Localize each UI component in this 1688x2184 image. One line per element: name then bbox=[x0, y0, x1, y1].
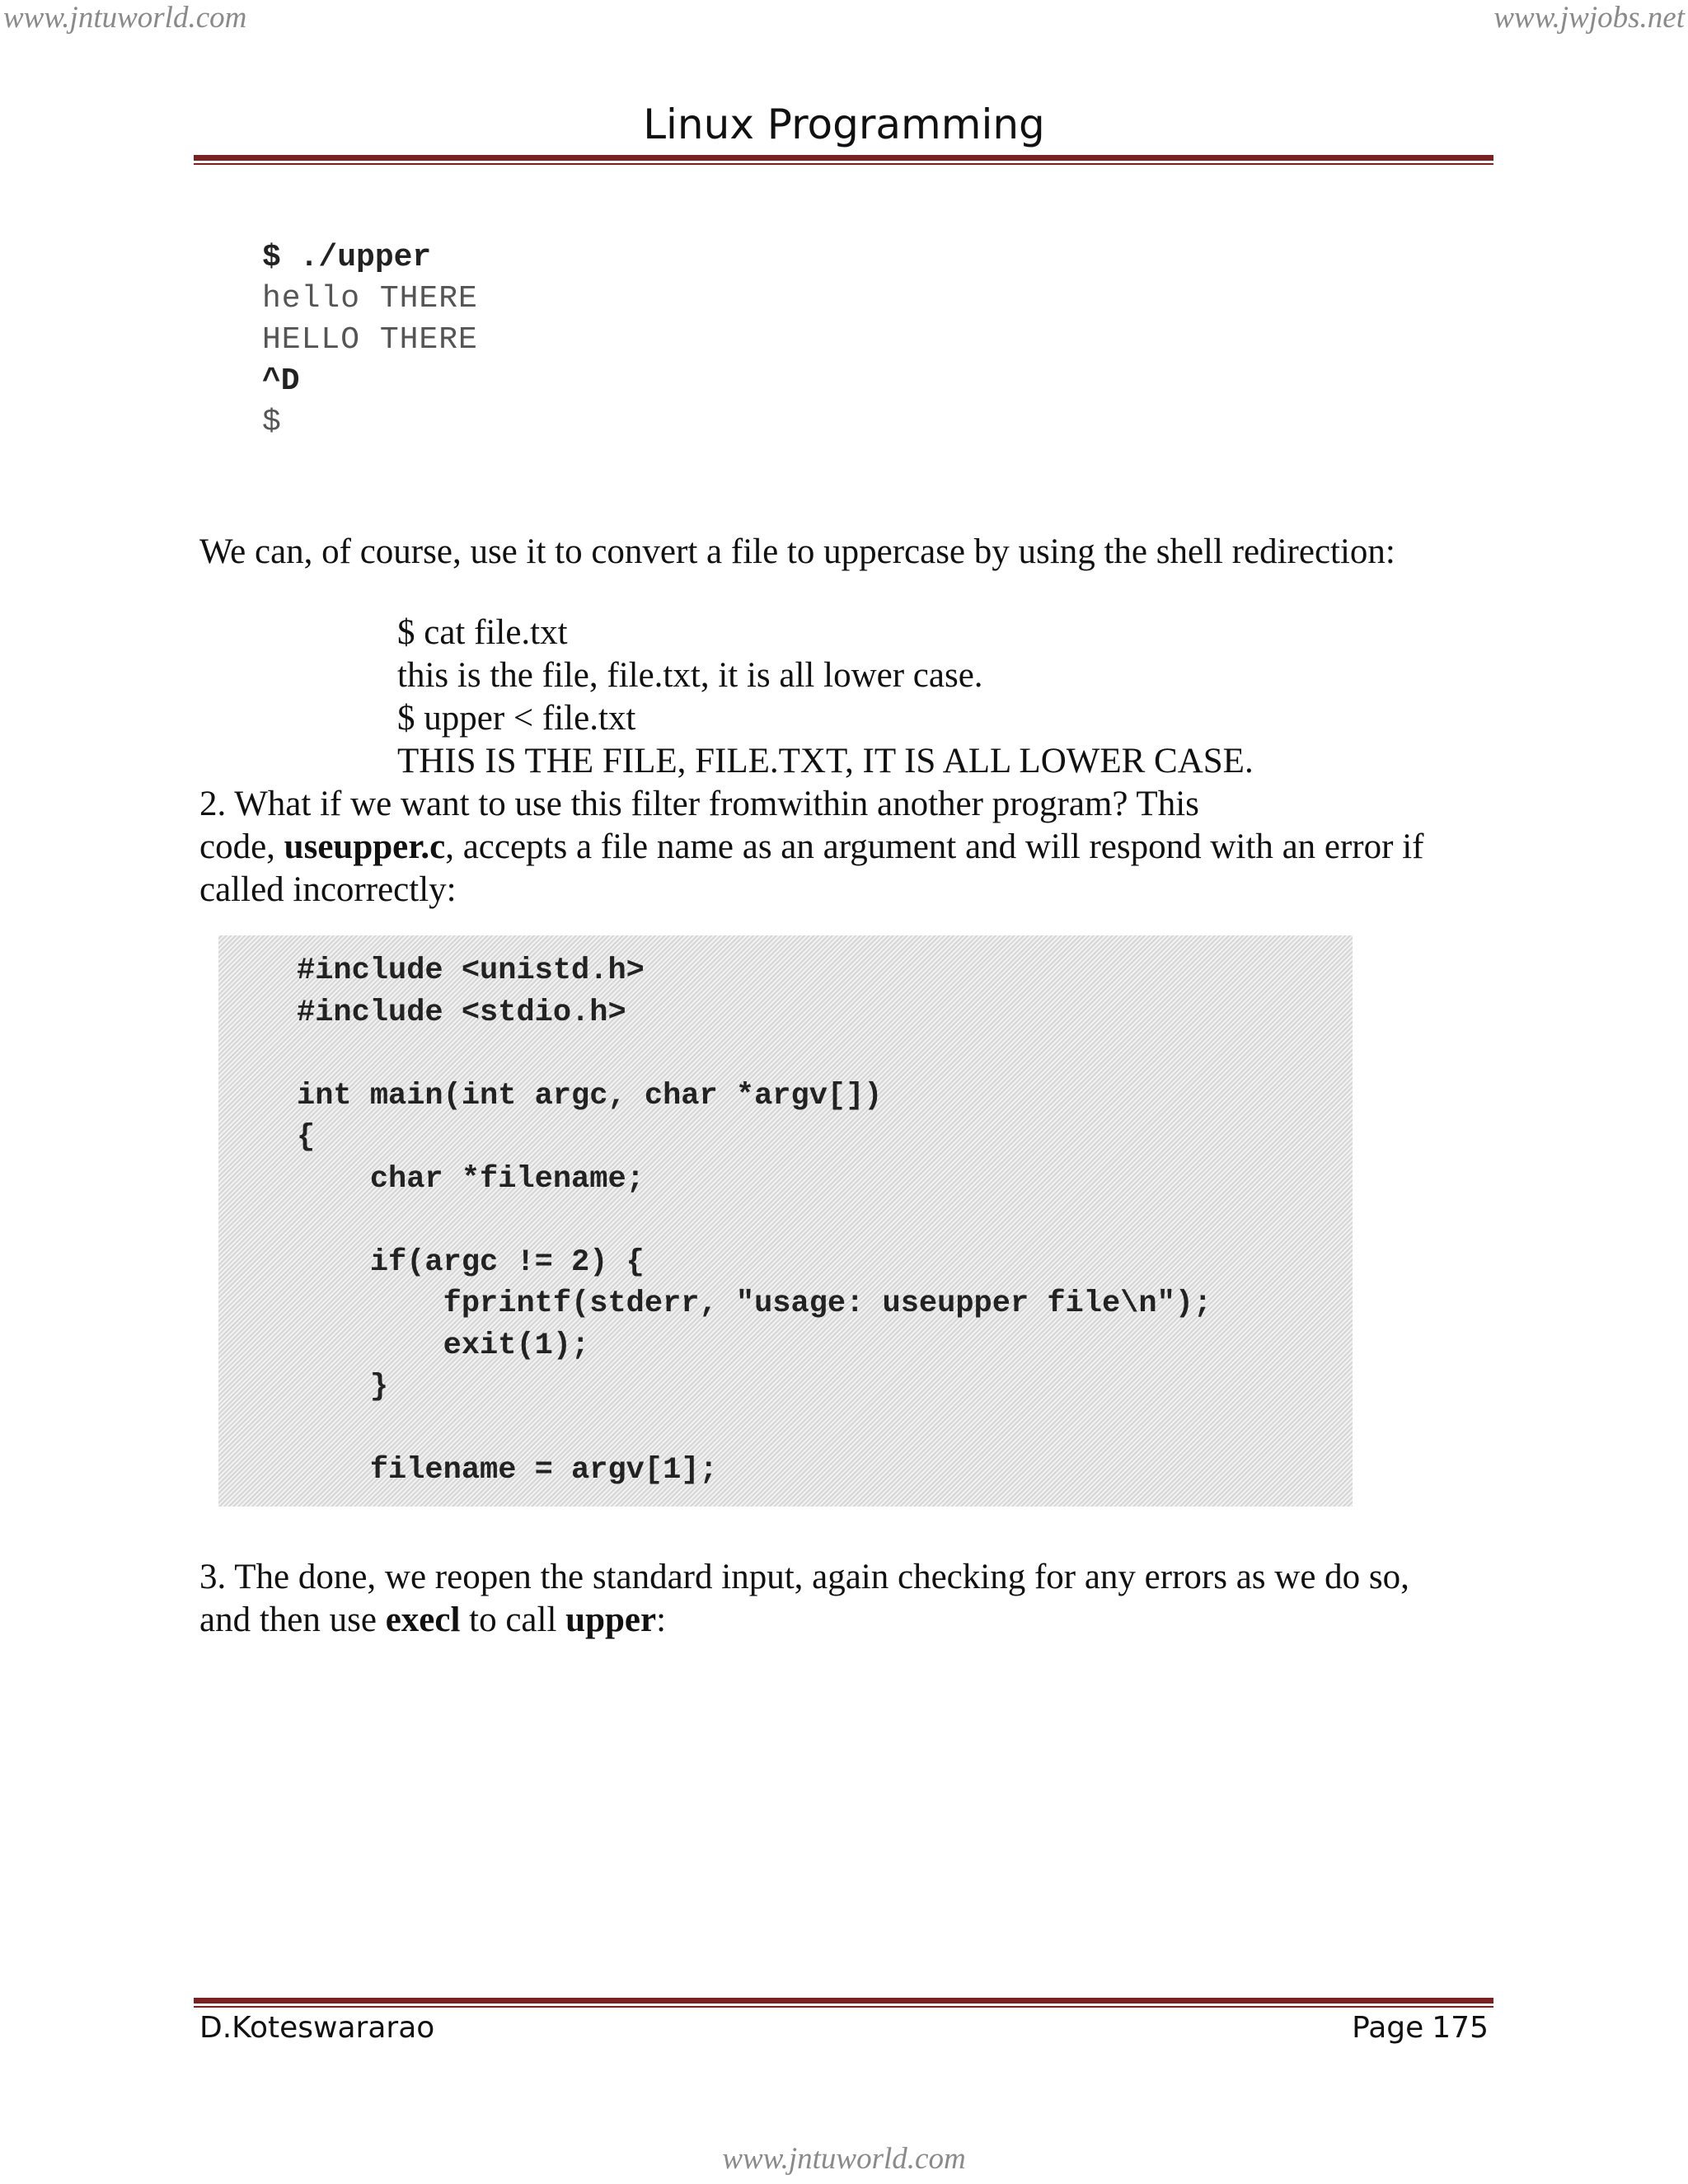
upper-bold: upper bbox=[565, 1601, 657, 1639]
terminal-line: ^D bbox=[262, 363, 300, 399]
shell-line: this is the file, file.txt, it is all lower case. bbox=[397, 656, 983, 695]
paragraph-redirection: We can, of course, use it to convert a file to uppercase by using the shell redirection: bbox=[199, 532, 1395, 571]
footer-author: D.Koteswararao bbox=[199, 2011, 435, 2045]
page-header-title: Linux Programming bbox=[643, 101, 1045, 148]
page-label: Page bbox=[1352, 2011, 1424, 2045]
filename-bold: useupper.c bbox=[284, 827, 446, 866]
footer-page-number bbox=[1343, 2011, 1489, 2045]
text-span: code, bbox=[199, 827, 284, 866]
paragraph-execl bbox=[199, 1556, 1502, 1642]
text-span: : bbox=[656, 1601, 667, 1639]
terminal-line: $ bbox=[262, 405, 282, 440]
paragraph-line: 3. The done, we reopen the standard input, again checking for any errors as we do so, bbox=[199, 1558, 1409, 1596]
text-span: , accepts a file name as an argument and will respond with an error if bbox=[445, 827, 1424, 866]
code-listing-box bbox=[218, 935, 1353, 1507]
header-rule bbox=[194, 155, 1493, 165]
text-span: to call bbox=[460, 1601, 566, 1639]
paragraph-line: called incorrectly: bbox=[199, 870, 457, 909]
watermark-bottom: www.jntuworld.com bbox=[722, 2142, 966, 2176]
paragraph-line bbox=[199, 826, 1502, 869]
footer-rule bbox=[194, 1998, 1493, 2008]
shell-line: THIS IS THE FILE, FILE.TXT, IT IS ALL LOWER CASE. bbox=[397, 742, 1254, 780]
text-span: and then use bbox=[199, 1601, 386, 1639]
execl-bold: execl bbox=[385, 1601, 461, 1639]
page-number: 175 bbox=[1432, 2011, 1489, 2045]
code-listing: #include <unistd.h> #include <stdio.h> int main(int argc, char *argv[]) { char *filename; if(argc != 2) { fprintf(stderr, "usage: useupper file\n"); exit(1); } filename = argv[1]; bbox=[297, 954, 1212, 1488]
terminal-line: HELLO THERE bbox=[262, 322, 478, 358]
paragraph-line bbox=[199, 1599, 1502, 1642]
watermark-top-left: www.jntuworld.com bbox=[3, 1, 247, 35]
paragraph-line: 2. What if we want to use this filter fromwithin another program? This bbox=[199, 785, 1199, 823]
terminal-line: $ ./upper bbox=[262, 240, 432, 275]
terminal-output bbox=[262, 237, 478, 443]
shell-example bbox=[397, 612, 1254, 783]
terminal-line: hello THERE bbox=[262, 281, 478, 316]
shell-line: $ upper < file.txt bbox=[397, 699, 636, 738]
paragraph-useupper bbox=[199, 783, 1502, 912]
shell-line: $ cat file.txt bbox=[397, 613, 568, 652]
watermark-top-right: www.jwjobs.net bbox=[1493, 1, 1685, 35]
